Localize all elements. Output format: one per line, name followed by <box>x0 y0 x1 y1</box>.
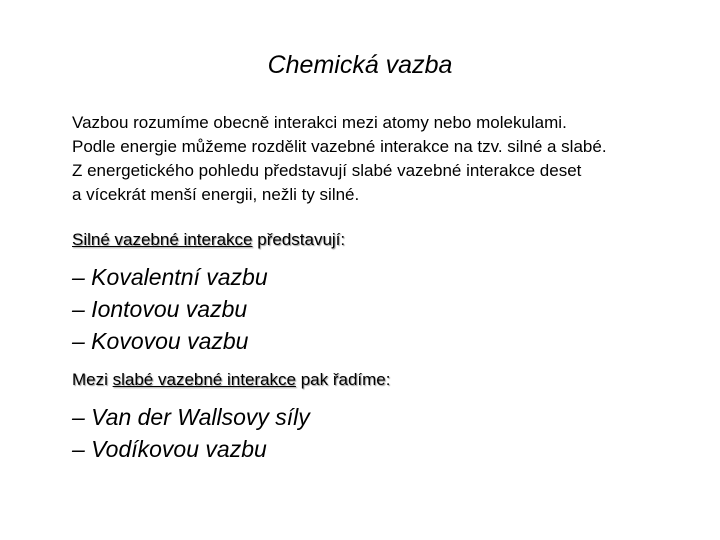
list-item: – Kovalentní vazbu <box>72 264 268 290</box>
list-item: – Vodíkovou vazbu <box>72 436 267 462</box>
list-item: – Van der Wallsovy síly <box>72 404 310 430</box>
intro-paragraph <box>72 111 692 207</box>
list-item: – Iontovou vazbu <box>72 296 248 322</box>
strong-interactions-label-underlined: Silné vazebné interakce <box>72 230 253 249</box>
list-item: – Kovovou vazbu <box>72 328 249 354</box>
weak-interactions-label-underlined: slabé vazebné interakce <box>112 370 296 389</box>
weak-interactions-list <box>72 401 310 465</box>
weak-interactions-label <box>72 368 390 392</box>
intro-line: a vícekrát menší energii, nežli ty silné. <box>72 185 360 204</box>
strong-interactions-label-rest: představují: <box>252 230 346 249</box>
strong-interactions-label <box>72 228 345 252</box>
intro-line: Z energetického pohledu představují slabé vazebné interakce deset <box>72 161 582 180</box>
weak-interactions-label-rest: pak řadíme: <box>295 370 391 389</box>
slide-title: Chemická vazba <box>267 51 453 79</box>
weak-interactions-label-prefix: Mezi <box>72 370 113 389</box>
intro-line: Podle energie můžeme rozdělit vazebné interakce na tzv. silné a slabé. <box>72 137 607 156</box>
strong-interactions-list <box>72 261 268 357</box>
intro-line: Vazbou rozumíme obecně interakci mezi atomy nebo molekulami. <box>72 113 567 132</box>
